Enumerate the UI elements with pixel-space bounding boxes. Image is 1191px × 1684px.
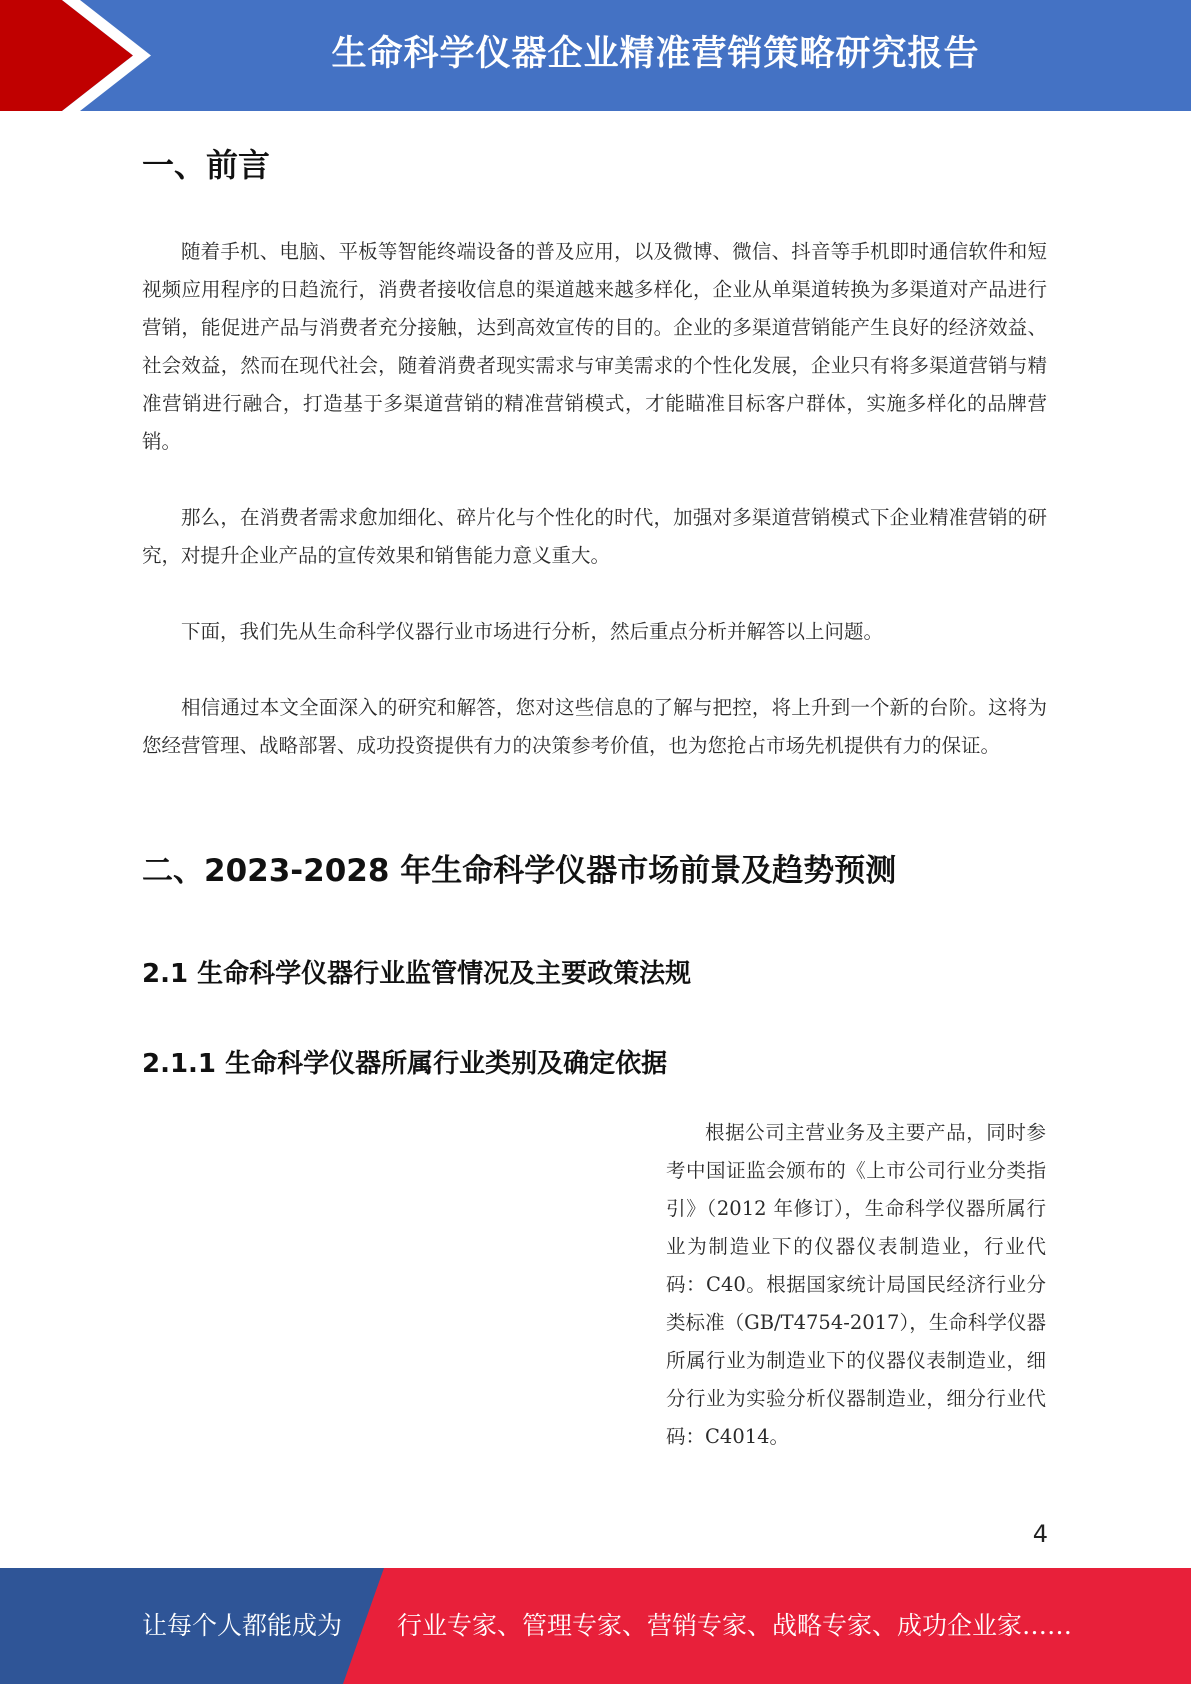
section-heading-preface: 一、前言	[142, 146, 271, 184]
preface-paragraph-2: 那么，在消费者需求愈加细化、碎片化与个性化的时代，加强对多渠道营销模式下企业精准营销的研究，对提升企业产品的宣传效果和销售能力意义重大。	[142, 506, 1047, 567]
page-header	[0, 0, 1191, 111]
page-number: 4	[1032, 1520, 1048, 1548]
header-chevron-decoration	[0, 0, 160, 111]
footer-slogan-left: 让每个人都能成为	[142, 1611, 343, 1640]
subsection-heading-2-1-1: 2.1.1 生命科学仪器所属行业类别及确定依据	[142, 1049, 668, 1079]
report-title: 生命科学仪器企业精准营销策略研究报告	[331, 34, 980, 74]
page-footer	[0, 1568, 1191, 1684]
section-heading-market-forecast: 二、2023-2028 年生命科学仪器市场前景及趋势预测	[142, 853, 897, 889]
preface-paragraph-1: 随着手机、电脑、平板等智能终端设备的普及应用，以及微博、微信、抖音等手机即时通信软件和短视频应用程序的日趋流行，消费者接收信息的渠道越来越多样化，企业从单渠道转换为多渠道对产品进行营销，能促进产品与消费者充分接触，达到高效宣传的目的。企业的多渠道营销能产生良好的经济效益、社会效益，然而在现代社会，随着消费者现实需求与审美需求的个性化发展，企业只有将多渠道营销与精准营销进行融合，打造基于多渠道营销的精准营销模式，才能瞄准目标客户群体，实施多样化的品牌营销。	[142, 240, 1047, 453]
preface-paragraph-4: 相信通过本文全面深入的研究和解答，您对这些信息的了解与把控，将上升到一个新的台阶。这将为您经营管理、战略部署、成功投资提供有力的决策参考价值，也为您抢占市场先机提供有力的保证。	[142, 696, 1047, 757]
subsection-heading-2-1: 2.1 生命科学仪器行业监管情况及主要政策法规	[142, 959, 692, 989]
industry-classification-paragraph: 根据公司主营业务及主要产品，同时参考中国证监会颁布的《上市公司行业分类指引》（2012 年修订），生命科学仪器所属行业为制造业下的仪器仪表制造业，行业代码：C40。根据国家统计局国民经济行业分类标准（GB/T4754-2017），生命科学仪器所属行业为制造业下的仪器仪表制造业，细分行业为实验分析仪器制造业，细分行业代码：C4014。	[666, 1121, 1046, 1448]
footer-slogan-right: 行业专家、管理专家、营销专家、战略专家、成功企业家……	[397, 1611, 1073, 1640]
preface-paragraph-3: 下面，我们先从生命科学仪器行业市场进行分析，然后重点分析并解答以上问题。	[181, 620, 884, 643]
